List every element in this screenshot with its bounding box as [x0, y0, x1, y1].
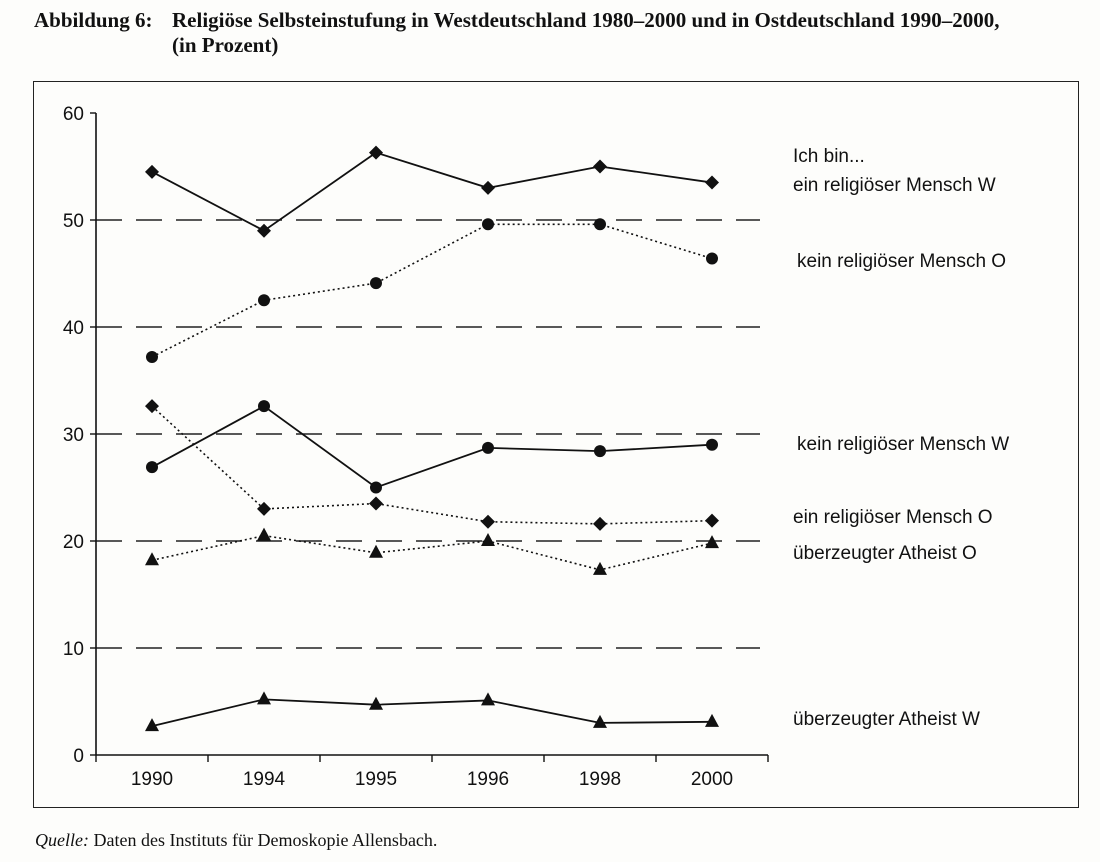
point-s2-1: [258, 400, 270, 412]
series-line-2: [152, 406, 712, 487]
point-s1-3: [482, 218, 494, 230]
y-tick-label-50: 50: [62, 211, 84, 232]
point-s5-3: [481, 692, 495, 705]
legend-header: Ich bin...: [793, 146, 865, 167]
point-s0-4: [593, 160, 607, 174]
point-s2-0: [146, 461, 158, 473]
x-tick-label-2000: 2000: [690, 769, 734, 790]
x-tick-label-1996: 1996: [466, 769, 510, 790]
point-s1-5: [706, 253, 718, 265]
figure-title-text: Religiöse Selbsteinstufung in Westdeutschland 1980–2000 und in Ostdeutschland 1990–2000, (in Prozent): [172, 8, 1000, 57]
point-s3-5: [705, 514, 719, 528]
point-s0-3: [481, 181, 495, 195]
point-s0-5: [705, 176, 719, 190]
point-s5-1: [257, 691, 271, 704]
series-line-5: [152, 699, 712, 726]
y-tick-label-10: 10: [62, 639, 84, 660]
figure-label: Abbildung 6:: [34, 8, 153, 32]
point-s1-0: [146, 351, 158, 363]
legend-label-0: ein religiöser Mensch W: [793, 175, 996, 196]
point-s3-4: [593, 517, 607, 531]
point-s2-3: [482, 442, 494, 454]
series-line-0: [152, 153, 712, 231]
x-tick-label-1995: 1995: [354, 769, 398, 790]
legend-label-3: ein religiöser Mensch O: [793, 507, 993, 528]
point-s4-2: [369, 545, 383, 558]
point-s5-2: [369, 697, 383, 710]
point-s2-5: [706, 439, 718, 451]
y-tick-label-0: 0: [73, 746, 84, 767]
x-tick-label-1990: 1990: [130, 769, 174, 790]
source-text: Daten des Instituts für Demoskopie Allensbach.: [93, 830, 438, 850]
x-tick-label-1994: 1994: [242, 769, 286, 790]
point-s1-4: [594, 218, 606, 230]
y-tick-label-40: 40: [62, 318, 84, 339]
series-line-3: [152, 406, 712, 524]
point-s3-3: [481, 515, 495, 529]
point-s2-4: [594, 445, 606, 457]
point-s0-2: [369, 146, 383, 160]
y-tick-label-60: 60: [62, 104, 84, 125]
point-s0-1: [257, 224, 271, 238]
series-line-1: [152, 224, 712, 357]
legend-label-2: kein religiöser Mensch W: [797, 434, 1010, 455]
y-tick-label-20: 20: [62, 532, 84, 553]
point-s0-0: [145, 165, 159, 179]
legend-label-1: kein religiöser Mensch O: [797, 251, 1007, 272]
point-s3-2: [369, 497, 383, 511]
point-s4-3: [481, 533, 495, 546]
point-s4-1: [257, 528, 271, 541]
legend-label-5: überzeugter Atheist W: [793, 709, 980, 730]
legend-label-4: überzeugter Atheist O: [793, 543, 977, 564]
point-s1-2: [370, 277, 382, 289]
source-label: Quelle:: [35, 830, 89, 850]
source-note: [35, 830, 437, 851]
point-s5-5: [705, 714, 719, 727]
x-tick-label-1998: 1998: [578, 769, 622, 790]
y-tick-label-30: 30: [62, 425, 84, 446]
point-s1-1: [258, 294, 270, 306]
point-s2-2: [370, 482, 382, 494]
